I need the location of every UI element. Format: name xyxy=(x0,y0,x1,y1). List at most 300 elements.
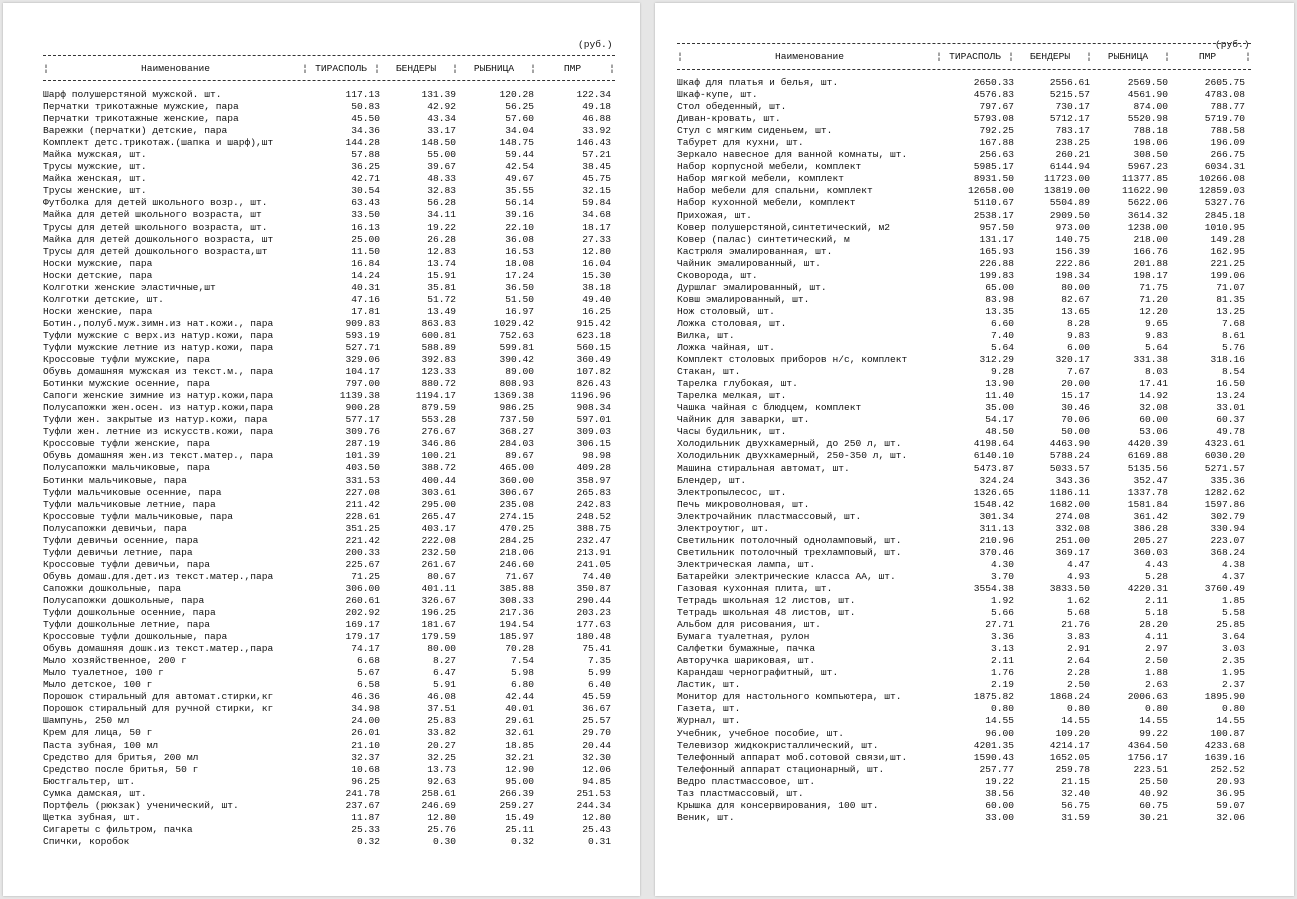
bendery-price-cell: 588.89 xyxy=(421,341,456,353)
tiraspol-price-cell: 593.19 xyxy=(345,329,380,341)
header-separator: ¦ xyxy=(1008,51,1014,62)
rybnitsa-price-cell: 198.06 xyxy=(1133,137,1168,149)
table-row xyxy=(43,137,615,149)
pmr-price-cell: 49.78 xyxy=(1216,426,1245,438)
pmr-price-cell: 6.40 xyxy=(587,679,611,691)
tiraspol-price-cell: 96.00 xyxy=(985,727,1014,739)
bendery-price-cell: 82.67 xyxy=(1061,293,1090,305)
rybnitsa-price-cell: 6.80 xyxy=(510,679,534,691)
tiraspol-price-cell: 1.76 xyxy=(990,667,1014,679)
bendery-price-cell: 246.69 xyxy=(421,799,456,811)
bendery-price-cell: 2556.61 xyxy=(1049,77,1090,88)
rybnitsa-price-cell: 71.67 xyxy=(505,570,534,582)
table-row xyxy=(677,511,1251,523)
table-row xyxy=(43,89,615,101)
tiraspol-price-cell: 5.64 xyxy=(990,342,1014,354)
tiraspol-price-cell: 60.00 xyxy=(985,799,1014,811)
pmr-price-cell: 318.16 xyxy=(1210,354,1245,366)
item-name-cell: Паста зубная, 100 мл xyxy=(43,739,159,751)
table-row xyxy=(677,366,1251,378)
tiraspol-price-cell: 5.67 xyxy=(356,667,380,679)
item-name-cell: Электрочайник пластмассовый, шт. xyxy=(677,510,862,522)
rybnitsa-price-cell: 368.27 xyxy=(499,426,534,438)
table-row xyxy=(677,703,1251,715)
item-name-cell: Стакан, шт. xyxy=(677,366,741,378)
rybnitsa-price-cell: 2.97 xyxy=(1144,643,1168,655)
bendery-price-cell: 1194.17 xyxy=(415,390,456,402)
bendery-price-cell: 973.00 xyxy=(1055,221,1090,233)
tiraspol-price-cell: 312.29 xyxy=(979,354,1014,366)
pmr-price-cell: 2.37 xyxy=(1221,679,1245,691)
rybnitsa-price-cell: 28.20 xyxy=(1139,619,1168,631)
bendery-price-cell: 123.33 xyxy=(421,366,456,378)
pmr-price-cell: 100.87 xyxy=(1210,727,1245,739)
rybnitsa-price-cell: 59.44 xyxy=(505,149,534,161)
pmr-price-cell: 20.44 xyxy=(582,739,611,751)
bendery-price-cell: 42.92 xyxy=(427,101,456,113)
item-name-cell: Туфли мальчиковые осенние, пара xyxy=(43,486,222,498)
rybnitsa-price-cell: 32.08 xyxy=(1139,402,1168,414)
pmr-price-cell: 309.03 xyxy=(576,426,611,438)
table-row xyxy=(43,619,615,631)
bendery-price-cell: 1868.24 xyxy=(1049,691,1090,703)
item-name-cell: Сковорода, шт. xyxy=(677,269,758,281)
tiraspol-price-cell: 144.28 xyxy=(345,137,380,149)
header-separator: ¦ xyxy=(530,63,536,74)
rybnitsa-price-cell: 4561.90 xyxy=(1127,89,1168,101)
tiraspol-price-cell: 210.96 xyxy=(979,534,1014,546)
tiraspol-price-cell: 577.17 xyxy=(345,414,380,426)
pmr-price-cell: 5.58 xyxy=(1221,607,1245,619)
table-row xyxy=(43,222,615,234)
pmr-price-cell: 2845.18 xyxy=(1204,209,1245,221)
tiraspol-price-cell: 45.50 xyxy=(351,113,380,125)
table-row xyxy=(43,318,615,330)
pmr-price-cell: 290.44 xyxy=(576,594,611,606)
tiraspol-price-cell: 30.54 xyxy=(351,185,380,197)
bendery-price-cell: 5.68 xyxy=(1066,607,1090,619)
tiraspol-price-cell: 226.88 xyxy=(979,257,1014,269)
table-row xyxy=(43,258,615,270)
bendery-price-cell: 15.17 xyxy=(1061,390,1090,402)
rybnitsa-price-cell: 198.17 xyxy=(1133,269,1168,281)
table-row xyxy=(43,547,615,559)
bendery-price-cell: 0.80 xyxy=(1066,703,1090,715)
table-row xyxy=(677,655,1251,667)
tiraspol-price-cell: 169.17 xyxy=(345,619,380,631)
tiraspol-price-cell: 227.08 xyxy=(345,486,380,498)
item-name-cell: Комплект столовых приборов н/с, комплект xyxy=(677,354,908,366)
pmr-price-cell: 330.94 xyxy=(1210,522,1245,534)
item-name-cell: Ложка столовая, шт. xyxy=(677,317,787,329)
pmr-price-cell: 2605.75 xyxy=(1204,77,1245,88)
item-name-cell: Ковер полушерстяной,синтетический, м2 xyxy=(677,221,891,233)
tiraspol-price-cell: 4.30 xyxy=(990,558,1014,570)
pmr-price-cell: 46.88 xyxy=(582,113,611,125)
tiraspol-price-cell: 3.13 xyxy=(990,643,1014,655)
item-name-cell: Электроутюг, шт. xyxy=(677,522,770,534)
bendery-price-cell: 401.11 xyxy=(421,582,456,594)
bendery-price-cell: 2.28 xyxy=(1066,667,1090,679)
bendery-price-cell: 6.00 xyxy=(1066,342,1090,354)
tiraspol-price-cell: 403.50 xyxy=(345,462,380,474)
bendery-price-cell: 3833.50 xyxy=(1049,582,1090,594)
tiraspol-price-cell: 900.28 xyxy=(345,402,380,414)
item-name-cell: Батарейки электрические класса АА, шт. xyxy=(677,570,896,582)
table-row xyxy=(43,800,615,812)
tiraspol-price-cell: 57.88 xyxy=(351,149,380,161)
tiraspol-price-cell: 309.76 xyxy=(345,426,380,438)
pmr-price-cell: 33.01 xyxy=(1216,402,1245,414)
rybnitsa-price-cell: 56.14 xyxy=(505,197,534,209)
pmr-price-cell: 1639.16 xyxy=(1204,751,1245,763)
item-name-cell: Шарф полушерстяной мужской. шт. xyxy=(43,89,222,100)
header-separator: ¦ xyxy=(1164,51,1170,62)
bendery-price-cell: 0.30 xyxy=(432,835,456,847)
item-name-cell: Трусы мужские, шт. xyxy=(43,161,147,173)
rybnitsa-price-cell: 53.06 xyxy=(1139,426,1168,438)
pmr-price-cell: 16.50 xyxy=(1216,378,1245,390)
pmr-price-cell: 788.58 xyxy=(1210,125,1245,137)
rybnitsa-price-cell: 2569.50 xyxy=(1127,77,1168,88)
bendery-price-cell: 13819.00 xyxy=(1043,185,1090,197)
rybnitsa-price-cell: 148.75 xyxy=(499,137,534,149)
pmr-price-cell: 12859.03 xyxy=(1198,185,1245,197)
bendery-price-cell: 332.08 xyxy=(1055,522,1090,534)
tiraspol-price-cell: 306.00 xyxy=(345,582,380,594)
item-name-cell: Носки женские, пара xyxy=(43,305,153,317)
pmr-price-cell: 908.34 xyxy=(576,402,611,414)
column-header-name: Наименование xyxy=(140,63,211,74)
bendery-price-cell: 39.67 xyxy=(427,161,456,173)
table-row xyxy=(677,571,1251,583)
pmr-price-cell: 38.18 xyxy=(582,281,611,293)
item-name-cell: Машина стиральная автомат, шт. xyxy=(677,462,850,474)
tiraspol-price-cell: 237.67 xyxy=(345,799,380,811)
rybnitsa-price-cell: 5.64 xyxy=(1144,342,1168,354)
rybnitsa-price-cell: 9.83 xyxy=(1144,329,1168,341)
pmr-price-cell: 241.05 xyxy=(576,558,611,570)
tiraspol-price-cell: 63.43 xyxy=(351,197,380,209)
item-name-cell: Салфетки бумажные, пачка xyxy=(677,643,816,655)
tiraspol-price-cell: 228.61 xyxy=(345,510,380,522)
bendery-price-cell: 80.00 xyxy=(427,643,456,655)
table-row xyxy=(43,378,615,390)
tiraspol-price-cell: 2538.17 xyxy=(973,209,1014,221)
tiraspol-price-cell: 225.67 xyxy=(345,558,380,570)
table-row xyxy=(43,366,615,378)
item-name-cell: Ковер (палас) синтетический, м xyxy=(677,233,850,245)
item-name-cell: Веник, шт. xyxy=(677,811,735,823)
table-row xyxy=(677,450,1251,462)
table-row xyxy=(43,667,615,679)
pmr-price-cell: 244.34 xyxy=(576,799,611,811)
table-row xyxy=(43,535,615,547)
pmr-price-cell: 203.23 xyxy=(576,607,611,619)
table-row xyxy=(677,234,1251,246)
pmr-price-cell: 8.61 xyxy=(1221,329,1245,341)
left-page xyxy=(3,3,640,896)
table-row xyxy=(43,294,615,306)
bendery-price-cell: 276.67 xyxy=(421,426,456,438)
item-name-cell: Телефонный аппарат стационарный, шт. xyxy=(677,763,885,775)
item-name-cell: Полусапожки жен.осен. из натур.кожи,пара xyxy=(43,402,274,414)
item-name-cell: Светильник потолочный одноламповый, шт. xyxy=(677,534,902,546)
bendery-price-cell: 48.33 xyxy=(427,173,456,185)
pmr-price-cell: 0.31 xyxy=(587,835,611,847)
item-name-cell: Средство для бритья, 200 мл xyxy=(43,751,199,763)
pmr-price-cell: 25.43 xyxy=(582,823,611,835)
bendery-price-cell: 140.75 xyxy=(1055,233,1090,245)
header-bottom-rule xyxy=(43,80,615,81)
rybnitsa-price-cell: 14.55 xyxy=(1139,715,1168,727)
item-name-cell: Сумка дамская, шт. xyxy=(43,787,147,799)
table-row xyxy=(677,185,1251,197)
tiraspol-price-cell: 370.46 xyxy=(979,546,1014,558)
table-row xyxy=(677,667,1251,679)
rybnitsa-price-cell: 235.08 xyxy=(499,498,534,510)
table-row xyxy=(677,740,1251,752)
tiraspol-price-cell: 16.13 xyxy=(351,221,380,233)
tiraspol-price-cell: 329.06 xyxy=(345,354,380,366)
table-row xyxy=(43,740,615,752)
pmr-price-cell: 360.49 xyxy=(576,354,611,366)
table-row xyxy=(43,487,615,499)
tiraspol-price-cell: 351.25 xyxy=(345,522,380,534)
rybnitsa-price-cell: 1238.00 xyxy=(1127,221,1168,233)
tiraspol-price-cell: 16.84 xyxy=(351,257,380,269)
table-row xyxy=(43,306,615,318)
table-row xyxy=(43,234,615,246)
pmr-price-cell: 59.07 xyxy=(1216,799,1245,811)
tiraspol-price-cell: 6.68 xyxy=(356,655,380,667)
table-row xyxy=(43,607,615,619)
table-row xyxy=(677,77,1251,89)
bendery-price-cell: 13.73 xyxy=(427,763,456,775)
bendery-price-cell: 70.06 xyxy=(1061,414,1090,426)
item-name-cell: Футболка для детей школьного возр., шт. xyxy=(43,197,268,209)
tiraspol-price-cell: 117.13 xyxy=(345,89,380,100)
bendery-price-cell: 295.00 xyxy=(421,498,456,510)
pmr-price-cell: 36.95 xyxy=(1216,787,1245,799)
tiraspol-price-cell: 167.88 xyxy=(979,137,1014,149)
pmr-price-cell: 60.37 xyxy=(1216,414,1245,426)
item-name-cell: Кроссовые туфли дошкольные, пара xyxy=(43,631,228,643)
pmr-price-cell: 213.91 xyxy=(576,546,611,558)
item-name-cell: Журнал, шт. xyxy=(677,715,741,727)
tiraspol-price-cell: 47.16 xyxy=(351,293,380,305)
bendery-price-cell: 25.76 xyxy=(427,823,456,835)
pmr-price-cell: 251.53 xyxy=(576,787,611,799)
rybnitsa-price-cell: 32.21 xyxy=(505,751,534,763)
rybnitsa-price-cell: 308.33 xyxy=(499,594,534,606)
item-name-cell: Набор мебели для спальни, комплект xyxy=(677,185,873,197)
bendery-price-cell: 11723.00 xyxy=(1043,173,1090,185)
pmr-price-cell: 232.47 xyxy=(576,534,611,546)
table-row xyxy=(677,414,1251,426)
table-row xyxy=(677,523,1251,535)
tiraspol-price-cell: 25.00 xyxy=(351,233,380,245)
bendery-price-cell: 730.17 xyxy=(1055,101,1090,113)
table-row xyxy=(677,89,1251,101)
table-row xyxy=(677,246,1251,258)
table-row xyxy=(43,173,615,185)
rybnitsa-price-cell: 36.08 xyxy=(505,233,534,245)
rybnitsa-price-cell: 71.20 xyxy=(1139,293,1168,305)
rybnitsa-price-cell: 246.60 xyxy=(499,558,534,570)
table-row xyxy=(677,137,1251,149)
bendery-price-cell: 33.82 xyxy=(427,727,456,739)
bendery-price-cell: 783.17 xyxy=(1055,125,1090,137)
rybnitsa-price-cell: 22.10 xyxy=(505,221,534,233)
tiraspol-price-cell: 199.83 xyxy=(979,269,1014,281)
rybnitsa-price-cell: 35.55 xyxy=(505,185,534,197)
header-separator: ¦ xyxy=(302,63,308,74)
item-name-cell: Карандаш чернографитный, шт. xyxy=(677,667,839,679)
tiraspol-price-cell: 1548.42 xyxy=(973,498,1014,510)
rybnitsa-price-cell: 1369.38 xyxy=(493,390,534,402)
table-row xyxy=(43,342,615,354)
pmr-price-cell: 12.80 xyxy=(582,811,611,823)
rybnitsa-price-cell: 120.28 xyxy=(499,89,534,100)
bendery-price-cell: 33.17 xyxy=(427,125,456,137)
table-row xyxy=(677,426,1251,438)
bendery-price-cell: 20.27 xyxy=(427,739,456,751)
table-row xyxy=(43,764,615,776)
rybnitsa-price-cell: 5.18 xyxy=(1144,607,1168,619)
table-row xyxy=(43,691,615,703)
bendery-price-cell: 5215.57 xyxy=(1049,89,1090,101)
pmr-price-cell: 223.07 xyxy=(1210,534,1245,546)
rybnitsa-price-cell: 36.50 xyxy=(505,281,534,293)
pmr-price-cell: 36.67 xyxy=(582,703,611,715)
table-row xyxy=(677,595,1251,607)
tiraspol-price-cell: 257.77 xyxy=(979,763,1014,775)
item-name-cell: Ластик, шт. xyxy=(677,679,741,691)
pmr-price-cell: 3760.49 xyxy=(1204,582,1245,594)
rybnitsa-price-cell: 201.88 xyxy=(1133,257,1168,269)
item-name-cell: Обувь домашняя жен.из текст.матер., пара xyxy=(43,450,274,462)
rybnitsa-price-cell: 60.75 xyxy=(1139,799,1168,811)
pmr-price-cell: 1010.95 xyxy=(1204,221,1245,233)
item-name-cell: Мыло туалетное, 100 г xyxy=(43,667,164,679)
tiraspol-price-cell: 797.00 xyxy=(345,378,380,390)
table-row xyxy=(43,390,615,402)
item-name-cell: Туфли мужские с верх.из натур.кожи, пара xyxy=(43,329,274,341)
item-name-cell: Холодильник двухкамерный, 250-350 л, шт. xyxy=(677,450,908,462)
item-name-cell: Вилка, шт. xyxy=(677,329,735,341)
table-row xyxy=(677,643,1251,655)
bendery-price-cell: 37.51 xyxy=(427,703,456,715)
table-row xyxy=(43,161,615,173)
bendery-price-cell: 198.34 xyxy=(1055,269,1090,281)
rybnitsa-price-cell: 11622.90 xyxy=(1121,185,1168,197)
tiraspol-price-cell: 5793.08 xyxy=(973,113,1014,125)
bendery-price-cell: 131.39 xyxy=(421,89,456,100)
rybnitsa-price-cell: 1029.42 xyxy=(493,317,534,329)
table-row xyxy=(677,679,1251,691)
rybnitsa-price-cell: 1.88 xyxy=(1144,667,1168,679)
table-row xyxy=(43,125,615,137)
tiraspol-price-cell: 6.60 xyxy=(990,317,1014,329)
tiraspol-price-cell: 83.98 xyxy=(985,293,1014,305)
item-name-cell: Порошок стиральный для автомат.стирки,кг xyxy=(43,691,274,703)
tiraspol-price-cell: 909.83 xyxy=(345,317,380,329)
item-name-cell: Обувь домашняя мужская из текст.м., пара xyxy=(43,366,274,378)
bendery-price-cell: 5788.24 xyxy=(1049,450,1090,462)
item-name-cell: Майка мужская, шт. xyxy=(43,149,147,161)
bendery-price-cell: 35.81 xyxy=(427,281,456,293)
rybnitsa-price-cell: 5967.23 xyxy=(1127,161,1168,173)
bendery-price-cell: 6.47 xyxy=(432,667,456,679)
item-name-cell: Колготки детские, шт. xyxy=(43,293,164,305)
tiraspol-price-cell: 1875.82 xyxy=(973,691,1014,703)
item-name-cell: Спички, коробок xyxy=(43,835,130,847)
rybnitsa-price-cell: 15.49 xyxy=(505,811,534,823)
rybnitsa-price-cell: 12.20 xyxy=(1139,305,1168,317)
table-row xyxy=(43,246,615,258)
header-separator: ¦ xyxy=(677,51,683,62)
rybnitsa-price-cell: 2.50 xyxy=(1144,655,1168,667)
tiraspol-price-cell: 26.01 xyxy=(351,727,380,739)
item-name-cell: Порошок стиральный для ручной стирки, кг xyxy=(43,703,274,715)
bendery-price-cell: 31.59 xyxy=(1061,811,1090,823)
item-name-cell: Печь микроволновая, шт. xyxy=(677,498,810,510)
header-top-rule xyxy=(677,43,1251,44)
table-row xyxy=(677,306,1251,318)
pmr-price-cell: 199.06 xyxy=(1210,269,1245,281)
table-row xyxy=(677,691,1251,703)
item-name-cell: Носки детские, пара xyxy=(43,269,153,281)
bendery-price-cell: 56.28 xyxy=(427,197,456,209)
rybnitsa-price-cell: 4220.31 xyxy=(1127,582,1168,594)
tiraspol-price-cell: 3.70 xyxy=(990,570,1014,582)
item-name-cell: Майка для детей дошкольного возраста, шт xyxy=(43,233,274,245)
bendery-price-cell: 9.83 xyxy=(1066,329,1090,341)
table-row xyxy=(677,475,1251,487)
column-header-bendery: БЕНДЕРЫ xyxy=(1029,51,1071,62)
pmr-price-cell: 4783.08 xyxy=(1204,89,1245,101)
rybnitsa-price-cell: 737.50 xyxy=(499,414,534,426)
table-row xyxy=(43,450,615,462)
price-table-body xyxy=(677,77,1251,824)
bendery-price-cell: 388.72 xyxy=(421,462,456,474)
right-page xyxy=(655,3,1294,896)
tiraspol-price-cell: 11.50 xyxy=(351,245,380,257)
column-header-rybnitsa: РЫБНИЦА xyxy=(473,63,515,74)
bendery-price-cell: 14.55 xyxy=(1061,715,1090,727)
item-name-cell: Полусапожки девичьи, пара xyxy=(43,522,187,534)
rybnitsa-price-cell: 5135.56 xyxy=(1127,462,1168,474)
table-row xyxy=(43,330,615,342)
pmr-price-cell: 38.45 xyxy=(582,161,611,173)
column-header-pmr: ПМР xyxy=(1198,51,1217,62)
tiraspol-price-cell: 179.17 xyxy=(345,631,380,643)
item-name-cell: Трусы для детей школьного возраста, шт. xyxy=(43,221,268,233)
rybnitsa-price-cell: 360.00 xyxy=(499,474,534,486)
item-name-cell: Стол обеденный, шт. xyxy=(677,101,787,113)
table-row xyxy=(43,776,615,788)
tiraspol-price-cell: 12658.00 xyxy=(967,185,1014,197)
table-row xyxy=(43,149,615,161)
table-row xyxy=(43,812,615,824)
tiraspol-price-cell: 36.25 xyxy=(351,161,380,173)
table-row xyxy=(677,619,1251,631)
pmr-price-cell: 826.43 xyxy=(576,378,611,390)
bendery-price-cell: 12.80 xyxy=(427,811,456,823)
tiraspol-price-cell: 256.63 xyxy=(979,149,1014,161)
rybnitsa-price-cell: 0.80 xyxy=(1144,703,1168,715)
